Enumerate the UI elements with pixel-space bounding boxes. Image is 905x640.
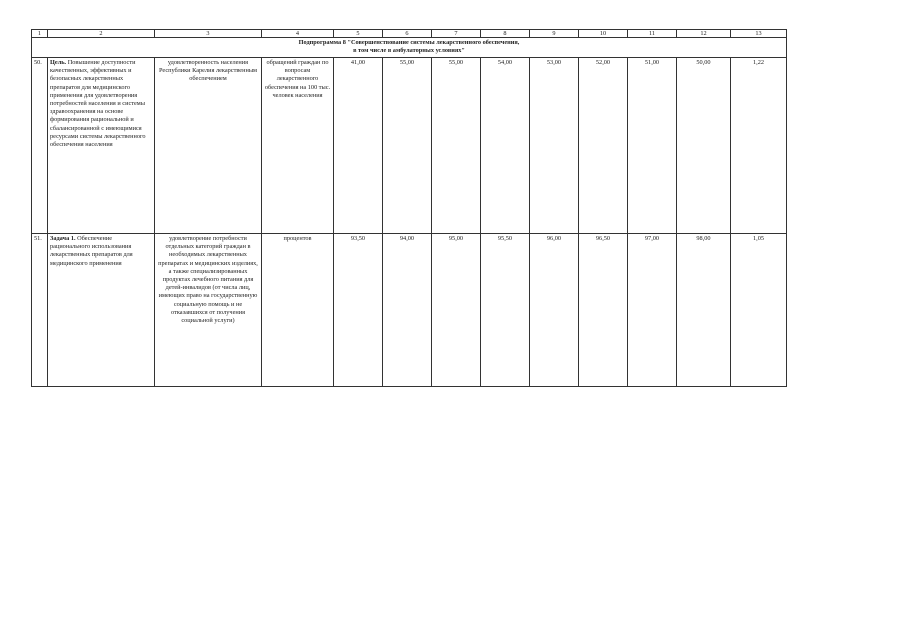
goal-description [48, 58, 155, 234]
task-label: Задача 1. [50, 235, 76, 242]
value-cell: 55,00 [383, 58, 432, 234]
column-number: 4 [262, 30, 334, 38]
value-cell: 53,00 [530, 58, 579, 234]
column-number: 5 [334, 30, 383, 38]
row-number: 51. [32, 234, 48, 387]
column-number: 7 [432, 30, 481, 38]
column-number: 3 [155, 30, 262, 38]
table-row [32, 58, 787, 234]
column-number: 11 [628, 30, 677, 38]
row-number: 50. [32, 58, 48, 234]
indicator-name: удовлетворенность населения Республики Карелия лекарственным обеспечением [155, 58, 262, 234]
value-cell: 41,00 [334, 58, 383, 234]
indicators-table [31, 29, 787, 387]
value-cell: 95,00 [432, 234, 481, 387]
column-number: 2 [48, 30, 155, 38]
value-cell: 51,00 [628, 58, 677, 234]
value-cell: 52,00 [579, 58, 628, 234]
column-number: 12 [677, 30, 731, 38]
value-cell: 97,00 [628, 234, 677, 387]
subprogram-title-line2: в том числе в амбулаторных условиях" [353, 47, 465, 54]
column-number: 6 [383, 30, 432, 38]
indicator-name: удовлетворение потребности отдельных категорий граждан в необходимых лекарственных препаратах и медицинских изделиях, а также специализированных продуктах лечебного питания для детей-инвалидов (от числа лиц, имеющих право на государственную социальную помощь и не отказавшихся от получения социальной услуги) [155, 234, 262, 387]
subprogram-title-line1: Подпрограмма 8 "Совершенствование системы лекарственного обеспечения, [298, 39, 520, 46]
ratio-cell: 1,05 [731, 234, 787, 387]
goal-text: Повышение доступности качественных, эффективных и безопасных лекарственных препаратов для медицинского применения для удовлетворения потребностей населения и системы здравоохранения на основе формирования рациональной и сбалансированной с имеющимися ресурсами системы лекарственного обеспечения населения [50, 59, 146, 149]
column-number: 13 [731, 30, 787, 38]
value-cell: 95,50 [481, 234, 530, 387]
value-cell: 54,00 [481, 58, 530, 234]
column-number: 10 [579, 30, 628, 38]
unit-of-measure: обращений граждан по вопросам лекарственного обеспечения на 100 тыс. человек населения [262, 58, 334, 234]
value-cell: 93,50 [334, 234, 383, 387]
column-number-row [32, 30, 787, 38]
value-cell: 55,00 [432, 58, 481, 234]
task-description [48, 234, 155, 387]
goal-label: Цель. [50, 59, 67, 66]
value-cell: 98,00 [677, 234, 731, 387]
value-cell: 50,00 [677, 58, 731, 234]
value-cell: 96,50 [579, 234, 628, 387]
subprogram-title [32, 38, 787, 58]
column-number: 1 [32, 30, 48, 38]
value-cell: 94,00 [383, 234, 432, 387]
column-number: 8 [481, 30, 530, 38]
ratio-cell: 1,22 [731, 58, 787, 234]
subprogram-row [32, 38, 787, 58]
unit-of-measure: процентов [262, 234, 334, 387]
column-number: 9 [530, 30, 579, 38]
value-cell: 96,00 [530, 234, 579, 387]
task-text: Обеспечение рационального использования лекарственных препаратов для медицинского применения [50, 235, 133, 267]
table-row [32, 234, 787, 387]
